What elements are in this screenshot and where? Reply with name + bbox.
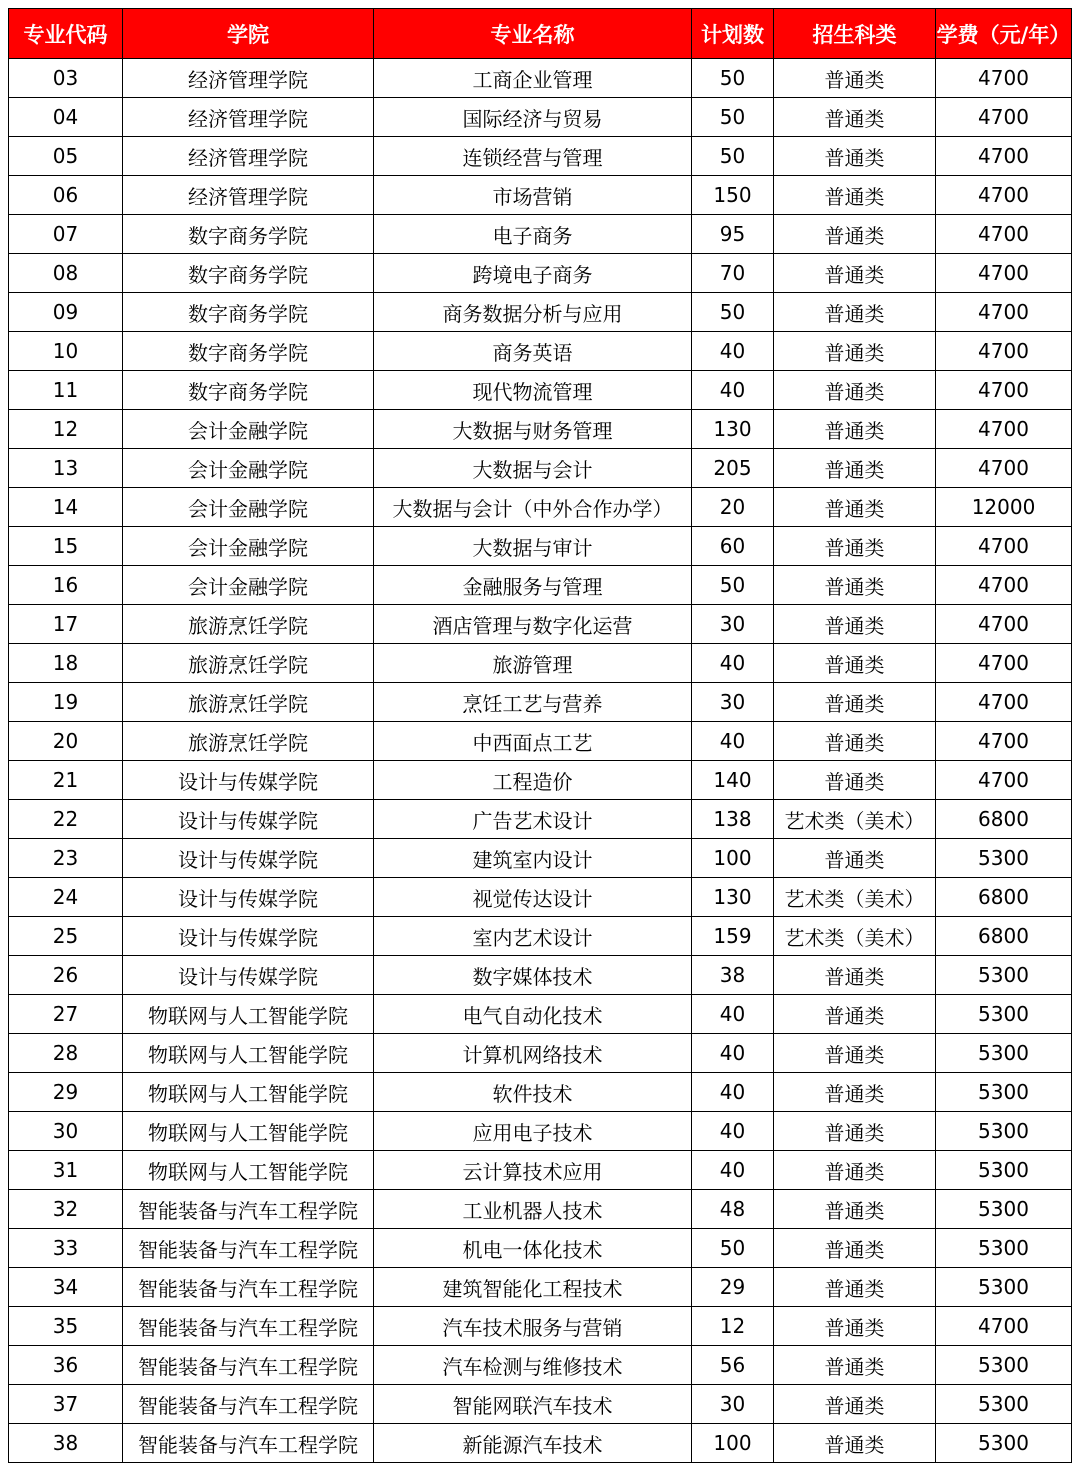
cell-major-code: 24 — [9, 878, 123, 917]
cell-category: 艺术类（美术） — [774, 800, 936, 839]
cell-tuition: 5300 — [936, 1190, 1072, 1229]
cell-tuition: 5300 — [936, 1151, 1072, 1190]
table-row — [9, 137, 1072, 176]
cell-tuition: 6800 — [936, 917, 1072, 956]
cell-tuition: 5300 — [936, 1385, 1072, 1424]
cell-tuition: 4700 — [936, 644, 1072, 683]
cell-college: 设计与传媒学院 — [123, 761, 374, 800]
table-row — [9, 1268, 1072, 1307]
table-row — [9, 683, 1072, 722]
cell-college: 物联网与人工智能学院 — [123, 995, 374, 1034]
cell-college: 物联网与人工智能学院 — [123, 1112, 374, 1151]
cell-major-name: 室内艺术设计 — [374, 917, 692, 956]
cell-major-name: 汽车技术服务与营销 — [374, 1307, 692, 1346]
cell-category: 普通类 — [774, 722, 936, 761]
cell-category: 普通类 — [774, 1346, 936, 1385]
cell-major-code: 28 — [9, 1034, 123, 1073]
cell-major-name: 大数据与会计 — [374, 449, 692, 488]
table-row — [9, 1190, 1072, 1229]
cell-college: 经济管理学院 — [123, 176, 374, 215]
cell-plan-count: 100 — [692, 1424, 774, 1463]
cell-tuition: 4700 — [936, 254, 1072, 293]
cell-major-code: 27 — [9, 995, 123, 1034]
cell-category: 普通类 — [774, 839, 936, 878]
cell-plan-count: 159 — [692, 917, 774, 956]
table-row — [9, 1112, 1072, 1151]
cell-category: 普通类 — [774, 1034, 936, 1073]
cell-college: 数字商务学院 — [123, 371, 374, 410]
cell-college: 物联网与人工智能学院 — [123, 1073, 374, 1112]
cell-major-code: 16 — [9, 566, 123, 605]
cell-major-code: 26 — [9, 956, 123, 995]
cell-plan-count: 95 — [692, 215, 774, 254]
cell-major-name: 金融服务与管理 — [374, 566, 692, 605]
cell-major-name: 跨境电子商务 — [374, 254, 692, 293]
header-plan-count: 计划数 — [692, 9, 774, 59]
cell-major-code: 06 — [9, 176, 123, 215]
cell-major-code: 18 — [9, 644, 123, 683]
cell-plan-count: 40 — [692, 371, 774, 410]
cell-college: 经济管理学院 — [123, 59, 374, 98]
cell-college: 智能装备与汽车工程学院 — [123, 1307, 374, 1346]
cell-major-code: 21 — [9, 761, 123, 800]
enrollment-table-container — [8, 8, 1072, 1463]
cell-college: 会计金融学院 — [123, 449, 374, 488]
cell-plan-count: 29 — [692, 1268, 774, 1307]
table-row — [9, 605, 1072, 644]
cell-major-name: 商务数据分析与应用 — [374, 293, 692, 332]
cell-major-code: 22 — [9, 800, 123, 839]
cell-college: 智能装备与汽车工程学院 — [123, 1385, 374, 1424]
table-row — [9, 956, 1072, 995]
cell-major-name: 工程造价 — [374, 761, 692, 800]
cell-college: 数字商务学院 — [123, 254, 374, 293]
cell-tuition: 4700 — [936, 722, 1072, 761]
cell-college: 智能装备与汽车工程学院 — [123, 1424, 374, 1463]
cell-major-code: 17 — [9, 605, 123, 644]
cell-major-name: 新能源汽车技术 — [374, 1424, 692, 1463]
cell-category: 普通类 — [774, 1112, 936, 1151]
cell-tuition: 4700 — [936, 293, 1072, 332]
cell-tuition: 4700 — [936, 59, 1072, 98]
cell-tuition: 6800 — [936, 878, 1072, 917]
cell-major-code: 04 — [9, 98, 123, 137]
cell-category: 普通类 — [774, 215, 936, 254]
cell-category: 普通类 — [774, 1229, 936, 1268]
cell-college: 会计金融学院 — [123, 488, 374, 527]
table-row — [9, 839, 1072, 878]
cell-major-name: 现代物流管理 — [374, 371, 692, 410]
cell-major-code: 13 — [9, 449, 123, 488]
cell-plan-count: 30 — [692, 605, 774, 644]
table-row — [9, 59, 1072, 98]
cell-major-name: 汽车检测与维修技术 — [374, 1346, 692, 1385]
cell-category: 普通类 — [774, 605, 936, 644]
cell-plan-count: 100 — [692, 839, 774, 878]
cell-plan-count: 150 — [692, 176, 774, 215]
cell-major-code: 29 — [9, 1073, 123, 1112]
cell-tuition: 4700 — [936, 176, 1072, 215]
cell-college: 设计与传媒学院 — [123, 917, 374, 956]
cell-major-name: 国际经济与贸易 — [374, 98, 692, 137]
cell-tuition: 5300 — [936, 1229, 1072, 1268]
cell-plan-count: 130 — [692, 878, 774, 917]
table-row — [9, 800, 1072, 839]
cell-college: 智能装备与汽车工程学院 — [123, 1190, 374, 1229]
table-row — [9, 1229, 1072, 1268]
cell-tuition: 4700 — [936, 449, 1072, 488]
cell-college: 旅游烹饪学院 — [123, 605, 374, 644]
table-row — [9, 995, 1072, 1034]
cell-major-name: 大数据与会计（中外合作办学） — [374, 488, 692, 527]
cell-major-code: 31 — [9, 1151, 123, 1190]
cell-major-code: 30 — [9, 1112, 123, 1151]
cell-plan-count: 48 — [692, 1190, 774, 1229]
cell-tuition: 5300 — [936, 1268, 1072, 1307]
cell-category: 艺术类（美术） — [774, 878, 936, 917]
cell-plan-count: 30 — [692, 1385, 774, 1424]
cell-category: 艺术类（美术） — [774, 917, 936, 956]
cell-college: 旅游烹饪学院 — [123, 644, 374, 683]
cell-major-name: 大数据与财务管理 — [374, 410, 692, 449]
cell-college: 旅游烹饪学院 — [123, 722, 374, 761]
cell-category: 普通类 — [774, 1190, 936, 1229]
cell-plan-count: 50 — [692, 566, 774, 605]
cell-major-code: 08 — [9, 254, 123, 293]
cell-plan-count: 20 — [692, 488, 774, 527]
cell-college: 会计金融学院 — [123, 527, 374, 566]
cell-category: 普通类 — [774, 566, 936, 605]
cell-category: 普通类 — [774, 371, 936, 410]
header-major-name: 专业名称 — [374, 9, 692, 59]
cell-category: 普通类 — [774, 527, 936, 566]
cell-major-code: 23 — [9, 839, 123, 878]
cell-tuition: 4700 — [936, 761, 1072, 800]
cell-college: 数字商务学院 — [123, 215, 374, 254]
cell-major-code: 37 — [9, 1385, 123, 1424]
cell-category: 普通类 — [774, 1424, 936, 1463]
table-row — [9, 293, 1072, 332]
cell-tuition: 5300 — [936, 1034, 1072, 1073]
cell-plan-count: 40 — [692, 995, 774, 1034]
cell-college: 智能装备与汽车工程学院 — [123, 1268, 374, 1307]
cell-category: 普通类 — [774, 1151, 936, 1190]
cell-tuition: 4700 — [936, 371, 1072, 410]
cell-plan-count: 50 — [692, 59, 774, 98]
cell-major-name: 广告艺术设计 — [374, 800, 692, 839]
cell-plan-count: 60 — [692, 527, 774, 566]
cell-tuition: 12000 — [936, 488, 1072, 527]
cell-major-name: 建筑室内设计 — [374, 839, 692, 878]
table-row — [9, 410, 1072, 449]
cell-category: 普通类 — [774, 956, 936, 995]
cell-major-code: 32 — [9, 1190, 123, 1229]
cell-major-name: 连锁经营与管理 — [374, 137, 692, 176]
cell-category: 普通类 — [774, 1073, 936, 1112]
cell-category: 普通类 — [774, 761, 936, 800]
cell-plan-count: 38 — [692, 956, 774, 995]
cell-college: 设计与传媒学院 — [123, 956, 374, 995]
cell-plan-count: 40 — [692, 1034, 774, 1073]
cell-tuition: 4700 — [936, 332, 1072, 371]
cell-major-code: 36 — [9, 1346, 123, 1385]
cell-plan-count: 40 — [692, 644, 774, 683]
cell-plan-count: 140 — [692, 761, 774, 800]
cell-category: 普通类 — [774, 176, 936, 215]
cell-plan-count: 40 — [692, 1112, 774, 1151]
cell-major-name: 电子商务 — [374, 215, 692, 254]
header-category: 招生科类 — [774, 9, 936, 59]
cell-tuition: 4700 — [936, 683, 1072, 722]
cell-tuition: 4700 — [936, 98, 1072, 137]
cell-tuition: 5300 — [936, 1346, 1072, 1385]
table-row — [9, 98, 1072, 137]
cell-college: 数字商务学院 — [123, 332, 374, 371]
cell-category: 普通类 — [774, 98, 936, 137]
cell-plan-count: 30 — [692, 683, 774, 722]
cell-tuition: 5300 — [936, 1073, 1072, 1112]
cell-tuition: 5300 — [936, 1424, 1072, 1463]
enrollment-table — [8, 8, 1072, 1463]
cell-plan-count: 50 — [692, 293, 774, 332]
table-row — [9, 644, 1072, 683]
cell-category: 普通类 — [774, 644, 936, 683]
cell-tuition: 5300 — [936, 956, 1072, 995]
cell-category: 普通类 — [774, 293, 936, 332]
cell-major-name: 电气自动化技术 — [374, 995, 692, 1034]
cell-category: 普通类 — [774, 488, 936, 527]
table-row — [9, 332, 1072, 371]
cell-major-name: 商务英语 — [374, 332, 692, 371]
cell-major-name: 云计算技术应用 — [374, 1151, 692, 1190]
cell-major-code: 05 — [9, 137, 123, 176]
header-tuition: 学费（元/年） — [936, 9, 1072, 59]
cell-major-name: 计算机网络技术 — [374, 1034, 692, 1073]
cell-tuition: 6800 — [936, 800, 1072, 839]
table-row — [9, 488, 1072, 527]
table-body — [9, 59, 1072, 1463]
cell-college: 旅游烹饪学院 — [123, 683, 374, 722]
table-row — [9, 917, 1072, 956]
table-row — [9, 254, 1072, 293]
cell-major-code: 33 — [9, 1229, 123, 1268]
table-row — [9, 722, 1072, 761]
cell-major-name: 智能网联汽车技术 — [374, 1385, 692, 1424]
cell-plan-count: 205 — [692, 449, 774, 488]
cell-plan-count: 40 — [692, 332, 774, 371]
cell-tuition: 4700 — [936, 566, 1072, 605]
cell-major-code: 19 — [9, 683, 123, 722]
cell-major-code: 03 — [9, 59, 123, 98]
cell-college: 经济管理学院 — [123, 98, 374, 137]
cell-category: 普通类 — [774, 410, 936, 449]
table-row — [9, 371, 1072, 410]
cell-plan-count: 40 — [692, 1073, 774, 1112]
cell-major-name: 大数据与审计 — [374, 527, 692, 566]
cell-major-code: 09 — [9, 293, 123, 332]
cell-college: 会计金融学院 — [123, 566, 374, 605]
cell-tuition: 4700 — [936, 1307, 1072, 1346]
table-row — [9, 1151, 1072, 1190]
cell-category: 普通类 — [774, 449, 936, 488]
cell-category: 普通类 — [774, 683, 936, 722]
cell-major-name: 工业机器人技术 — [374, 1190, 692, 1229]
cell-plan-count: 40 — [692, 722, 774, 761]
cell-major-code: 15 — [9, 527, 123, 566]
cell-major-code: 07 — [9, 215, 123, 254]
cell-major-name: 烹饪工艺与营养 — [374, 683, 692, 722]
cell-category: 普通类 — [774, 1385, 936, 1424]
cell-college: 设计与传媒学院 — [123, 800, 374, 839]
cell-major-code: 34 — [9, 1268, 123, 1307]
table-row — [9, 878, 1072, 917]
cell-college: 智能装备与汽车工程学院 — [123, 1229, 374, 1268]
cell-major-code: 25 — [9, 917, 123, 956]
table-row — [9, 1424, 1072, 1463]
table-row — [9, 1385, 1072, 1424]
cell-major-code: 14 — [9, 488, 123, 527]
header-college: 学院 — [123, 9, 374, 59]
table-row — [9, 215, 1072, 254]
cell-plan-count: 12 — [692, 1307, 774, 1346]
cell-major-name: 数字媒体技术 — [374, 956, 692, 995]
cell-tuition: 4700 — [936, 215, 1072, 254]
cell-tuition: 5300 — [936, 995, 1072, 1034]
table-row — [9, 1346, 1072, 1385]
cell-college: 设计与传媒学院 — [123, 839, 374, 878]
cell-major-name: 应用电子技术 — [374, 1112, 692, 1151]
cell-major-code: 35 — [9, 1307, 123, 1346]
cell-category: 普通类 — [774, 137, 936, 176]
cell-plan-count: 50 — [692, 137, 774, 176]
cell-major-code: 20 — [9, 722, 123, 761]
cell-major-code: 11 — [9, 371, 123, 410]
cell-major-name: 建筑智能化工程技术 — [374, 1268, 692, 1307]
table-row — [9, 527, 1072, 566]
cell-plan-count: 130 — [692, 410, 774, 449]
cell-college: 物联网与人工智能学院 — [123, 1151, 374, 1190]
cell-major-code: 10 — [9, 332, 123, 371]
cell-plan-count: 56 — [692, 1346, 774, 1385]
cell-tuition: 4700 — [936, 410, 1072, 449]
table-row — [9, 176, 1072, 215]
cell-plan-count: 50 — [692, 98, 774, 137]
table-row — [9, 1307, 1072, 1346]
cell-category: 普通类 — [774, 254, 936, 293]
cell-category: 普通类 — [774, 59, 936, 98]
cell-plan-count: 50 — [692, 1229, 774, 1268]
table-row — [9, 1073, 1072, 1112]
cell-tuition: 4700 — [936, 137, 1072, 176]
cell-college: 设计与传媒学院 — [123, 878, 374, 917]
cell-college: 数字商务学院 — [123, 293, 374, 332]
header-major-code: 专业代码 — [9, 9, 123, 59]
cell-college: 经济管理学院 — [123, 137, 374, 176]
cell-college: 物联网与人工智能学院 — [123, 1034, 374, 1073]
cell-major-name: 酒店管理与数字化运营 — [374, 605, 692, 644]
cell-major-name: 市场营销 — [374, 176, 692, 215]
cell-tuition: 5300 — [936, 1112, 1072, 1151]
cell-tuition: 4700 — [936, 605, 1072, 644]
cell-major-name: 机电一体化技术 — [374, 1229, 692, 1268]
cell-college: 会计金融学院 — [123, 410, 374, 449]
table-row — [9, 1034, 1072, 1073]
cell-major-name: 视觉传达设计 — [374, 878, 692, 917]
cell-major-name: 工商企业管理 — [374, 59, 692, 98]
cell-major-name: 软件技术 — [374, 1073, 692, 1112]
cell-plan-count: 138 — [692, 800, 774, 839]
cell-category: 普通类 — [774, 332, 936, 371]
cell-college: 智能装备与汽车工程学院 — [123, 1346, 374, 1385]
table-header-row — [9, 9, 1072, 59]
cell-category: 普通类 — [774, 1307, 936, 1346]
table-row — [9, 449, 1072, 488]
table-row — [9, 566, 1072, 605]
cell-plan-count: 40 — [692, 1151, 774, 1190]
cell-tuition: 4700 — [936, 527, 1072, 566]
cell-category: 普通类 — [774, 1268, 936, 1307]
table-row — [9, 761, 1072, 800]
cell-tuition: 5300 — [936, 839, 1072, 878]
cell-major-code: 38 — [9, 1424, 123, 1463]
cell-major-name: 旅游管理 — [374, 644, 692, 683]
cell-plan-count: 70 — [692, 254, 774, 293]
cell-major-code: 12 — [9, 410, 123, 449]
cell-major-name: 中西面点工艺 — [374, 722, 692, 761]
cell-category: 普通类 — [774, 995, 936, 1034]
